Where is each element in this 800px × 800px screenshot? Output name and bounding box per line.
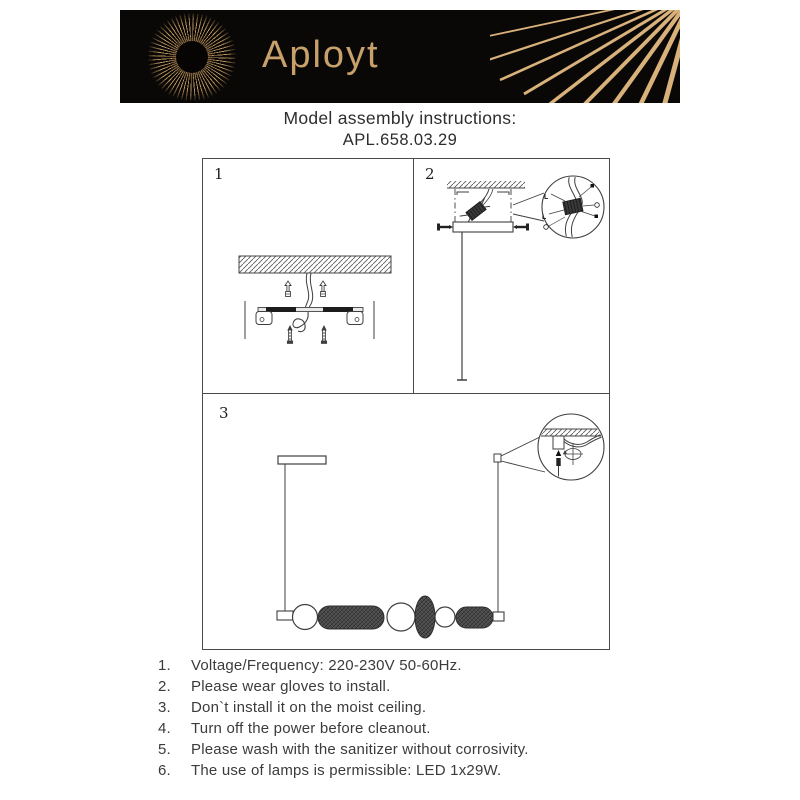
- corner-rays-icon: [490, 10, 680, 103]
- list-item: [158, 676, 663, 697]
- panel2-drawing-canopy-wiring: [413, 159, 609, 393]
- title-block: [0, 108, 800, 150]
- list-item: [158, 760, 663, 781]
- item-text: Please wash with the sanitizer without corrosivity.: [191, 741, 529, 758]
- diagram-frame: [202, 158, 610, 650]
- item-text: Please wear gloves to install.: [191, 678, 391, 695]
- terminal-label-l1: L: [544, 194, 549, 201]
- item-number: 3.: [158, 699, 171, 716]
- terminal-label-l2: L: [542, 214, 547, 221]
- item-text: The use of lamps is permissible: LED 1x29W.: [191, 762, 502, 779]
- panel2-number: 2: [425, 165, 435, 183]
- brand-banner: [120, 10, 680, 103]
- list-item: [158, 655, 663, 676]
- list-item: [158, 739, 663, 760]
- model-number: APL.658.03.29: [342, 131, 458, 149]
- sunburst-logo-icon: [148, 13, 236, 101]
- item-text: Voltage/Frequency: 220-230V 50-60Hz.: [191, 657, 462, 674]
- item-text: Turn off the power before cleanout.: [191, 720, 431, 737]
- panel1-number: 1: [214, 165, 224, 183]
- panel1-drawing-ceiling-bracket: [203, 159, 413, 393]
- panel3-drawing-assembled-pendant: [203, 393, 609, 649]
- item-number: 2.: [158, 678, 171, 695]
- item-text: Don`t install it on the moist ceiling.: [191, 699, 427, 716]
- item-number: 6.: [158, 762, 171, 779]
- ground-symbol-icon: [544, 225, 549, 230]
- item-number: 4.: [158, 720, 171, 737]
- page-title: Model assembly instructions:: [283, 108, 517, 128]
- brand-name: Aployt: [262, 34, 380, 76]
- list-item: [158, 718, 663, 739]
- list-item: [158, 697, 663, 718]
- item-number: 1.: [158, 657, 171, 674]
- item-number: 5.: [158, 741, 171, 758]
- instruction-list: [158, 655, 663, 781]
- panel3-number: 3: [219, 404, 229, 422]
